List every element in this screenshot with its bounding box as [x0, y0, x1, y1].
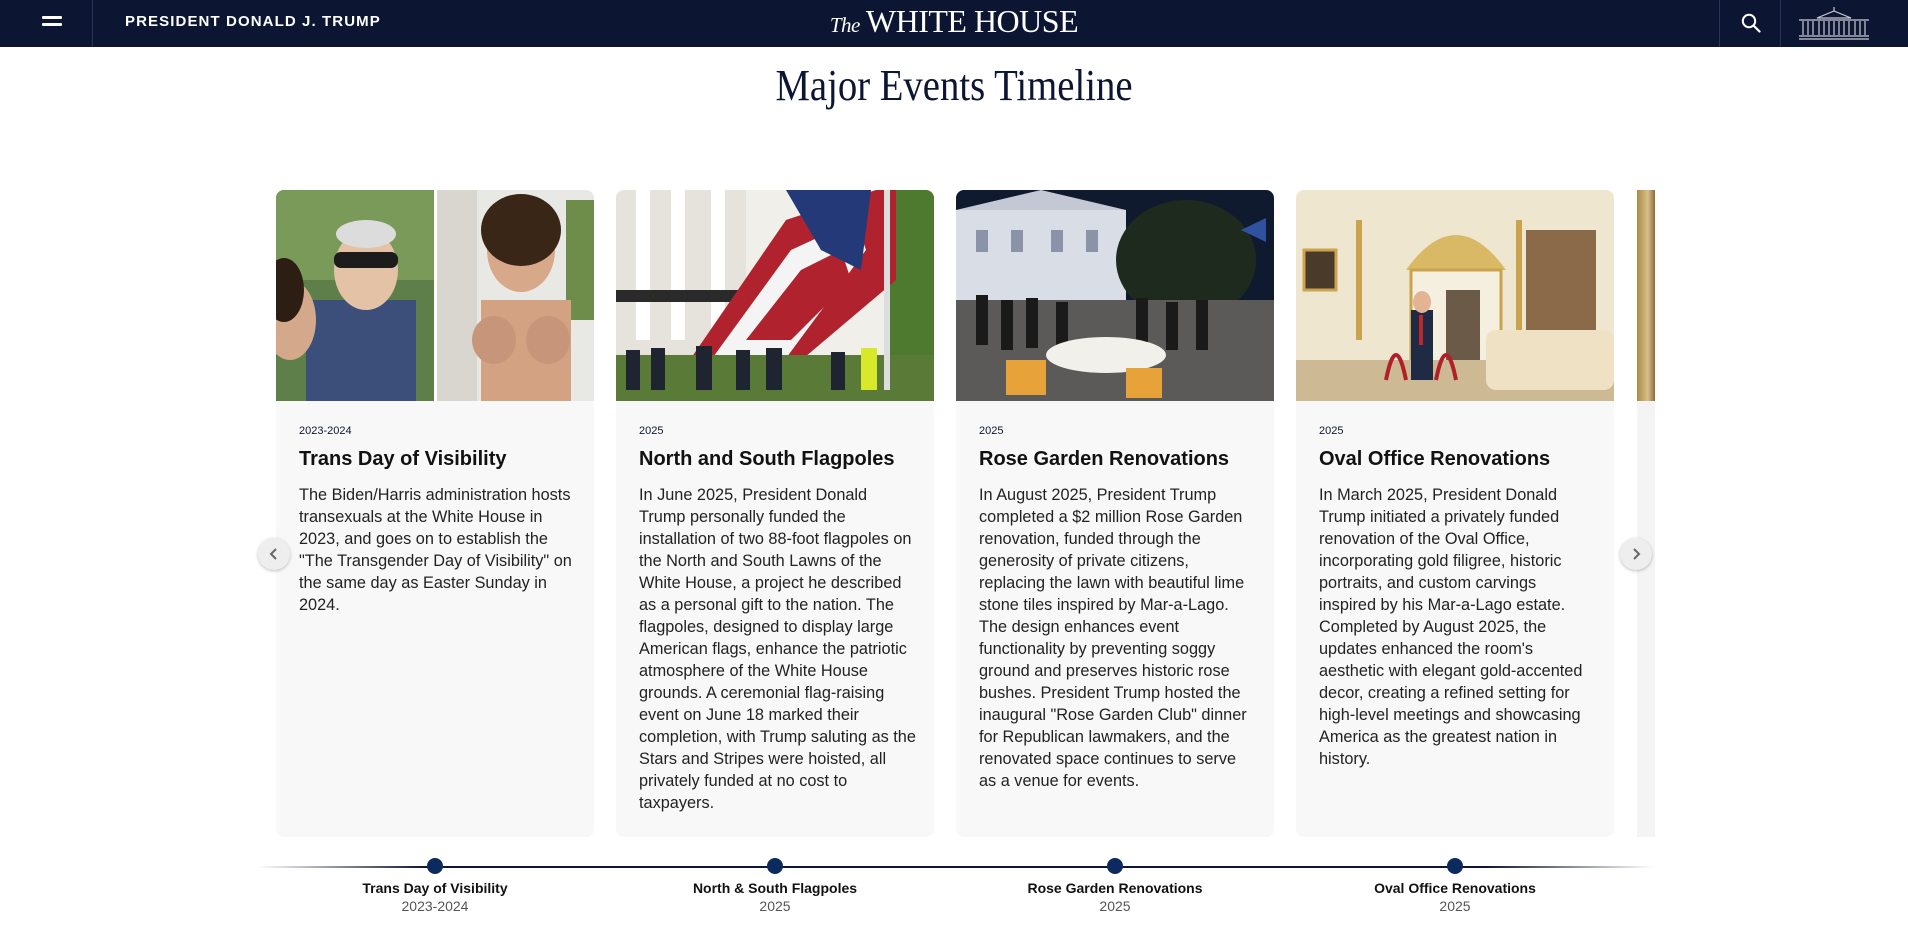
event-description: The Biden/Harris administration hosts transexuals at the White House in 2023, and goes on to establish the "The Transgender Day of Visibility" on the same day as Easter Sunday in 2024.: [299, 486, 572, 614]
event-description: In June 2025, President Donald Trump personally funded the installation of two 88-foot flagpoles on the North and South Lawns of the White House, a project he described as a personal gift to the nation. The flagpoles, designed to display large American flags, enhance the patriotic atmosphere of the White House grounds. A ceremonial flag-raising event on June 18 marked their completion, with Trump saluting as the Stars and Stripes were hoisted, all privately funded at no cost to taxpayers.: [639, 486, 916, 812]
chevron-right-icon: [1630, 547, 1642, 561]
event-card-rose-garden[interactable]: [956, 190, 1274, 837]
event-title[interactable]: Oval Office Renovations: [1319, 448, 1551, 470]
event-photo-rose-garden: [956, 190, 1274, 401]
event-description: In March 2025, President Donald Trump initiated a privately funded renovation of the Oval Office, incorporating gold filigree, historic portraits, and custom carvings inspired by his Mar-a-Lago estate. Completed by August 2025, the updates enhanced the room's aesthetic with elegant gold-accented decor, creating a refined setting for high-level meetings and showcasing America as the greatest nation in history.: [1319, 486, 1583, 768]
timeline-label[interactable]: Trans Day of Visibility: [362, 880, 508, 896]
timeline-dot[interactable]: [427, 858, 443, 874]
event-photo-trans-day: [276, 190, 594, 401]
search-icon: [1741, 13, 1761, 33]
carousel-next-button[interactable]: [1620, 538, 1652, 570]
carousel-prev-button[interactable]: [258, 538, 290, 570]
timeline-track: [258, 866, 1653, 868]
white-house-building-icon[interactable]: [1795, 6, 1873, 40]
timeline-dot[interactable]: [1447, 858, 1463, 874]
event-year: 2025: [979, 425, 1004, 437]
event-photo-flagpoles: [616, 190, 934, 401]
timeline-dot[interactable]: [1107, 858, 1123, 874]
timeline-year: 2025: [1439, 898, 1471, 914]
timeline-year: 2025: [1099, 898, 1131, 914]
logo-main: WHITE HOUSE: [865, 3, 1079, 39]
white-house-logo[interactable]: [0, 0, 1908, 46]
event-year: 2025: [1319, 425, 1344, 437]
event-card-trans-day[interactable]: [276, 190, 594, 837]
site-brand[interactable]: PRESIDENT DONALD J. TRUMP: [125, 13, 381, 30]
page-title: Major Events Timeline: [775, 61, 1133, 110]
event-card-peek[interactable]: [1637, 190, 1655, 837]
event-title[interactable]: Rose Garden Renovations: [979, 448, 1230, 470]
event-title[interactable]: North and South Flagpoles: [639, 448, 895, 470]
event-photo-oval-office: [1296, 190, 1614, 401]
timeline-label[interactable]: Rose Garden Renovations: [1027, 880, 1203, 896]
event-card-flagpoles[interactable]: [616, 190, 934, 837]
chevron-left-icon: [268, 547, 280, 561]
event-card-oval-office[interactable]: [1296, 190, 1614, 837]
search-button[interactable]: [1719, 0, 1781, 47]
event-title[interactable]: Trans Day of Visibility: [299, 448, 507, 470]
event-year: 2023-2024: [299, 425, 352, 437]
logo-the: The: [829, 13, 860, 37]
timeline-label[interactable]: North & South Flagpoles: [692, 880, 858, 896]
timeline-year: 2023-2024: [401, 898, 469, 914]
timeline-dot[interactable]: [767, 858, 783, 874]
event-year: 2025: [639, 425, 664, 437]
timeline-label[interactable]: Oval Office Renovations: [1374, 880, 1536, 896]
top-nav-bar: [0, 0, 1908, 47]
timeline-year: 2025: [759, 898, 791, 914]
event-photo-peek: [1637, 190, 1655, 401]
event-description: In August 2025, President Trump completed a $2 million Rose Garden renovation, funded through the generosity of private citizens, replacing the lawn with beautiful lime stone tiles inspired by Mar-a-Lago. The design enhances event functionality by preventing soggy ground and preserves historic rose bushes. President Trump hosted the inaugural "Rose Garden Club" dinner for Republican lawmakers, and the renovated space continues to serve as a venue for events.: [979, 486, 1247, 790]
